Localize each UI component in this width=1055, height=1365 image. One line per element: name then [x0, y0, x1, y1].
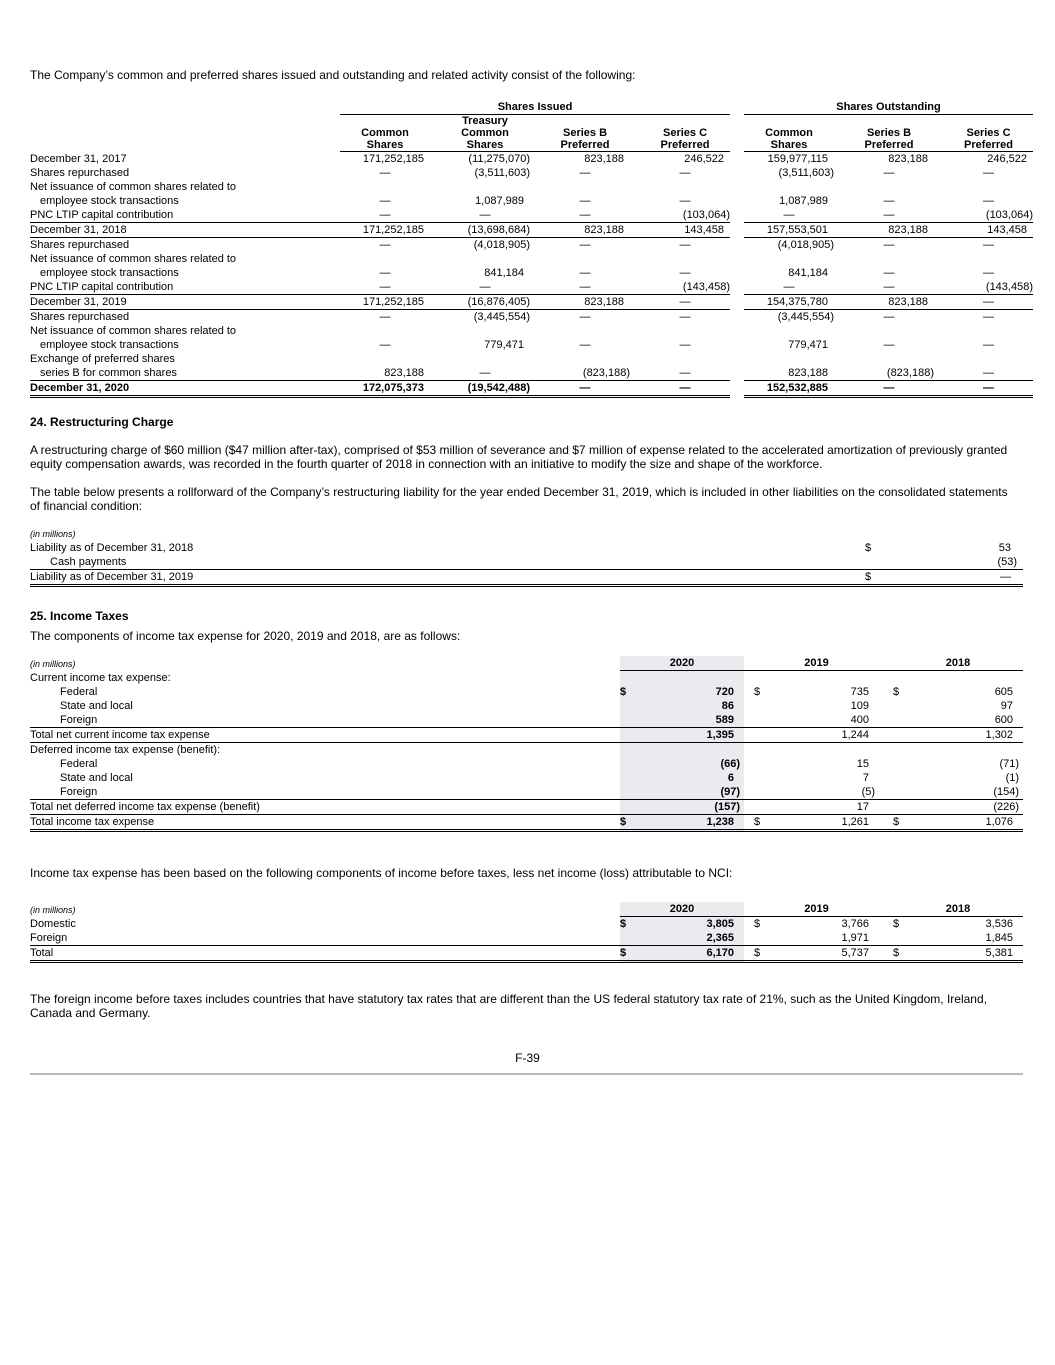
tax-value: 600	[913, 713, 1023, 728]
shares-row	[30, 310, 1033, 325]
tax-value: 1,845	[913, 931, 1023, 946]
tax-value: (5)	[774, 785, 879, 800]
restructuring-caption: (in millions)	[30, 529, 76, 539]
restructuring-paragraph-1: A restructuring charge of $60 million ($47 million after-tax), comprised of $53 million of severance and $7 million of expense related to the accelerated amortization of previously granted equity compensation awards, was recorded in the fourth quarter of 2018 in connection with an initiative to modify the size and shape of the workforce.	[30, 443, 1008, 471]
shares-value: —	[379, 167, 391, 179]
shares-value: 823,188	[540, 295, 630, 310]
shares-value: —	[640, 381, 730, 397]
tax-row: Total net deferred income tax expense (benefit) (157) 17 (226)	[30, 800, 1023, 815]
shares-value: —	[379, 311, 391, 323]
tax-row: State and local 86 109 97	[30, 699, 1023, 713]
table-caption: (in millions)	[30, 658, 76, 669]
shares-value: —	[479, 281, 491, 293]
shares-value: —	[783, 281, 795, 293]
section-header-row: Current income tax expense:	[30, 671, 1023, 686]
col-series-b-preferred: Series B Preferred	[540, 115, 630, 152]
shares-value: (103,064)	[985, 209, 1033, 221]
shares-row	[30, 366, 1033, 381]
shares-row	[30, 194, 1033, 208]
shares-value: —	[579, 339, 591, 351]
shares-value: —	[379, 209, 391, 221]
tax-value: 109	[850, 700, 870, 712]
shares-row-label: December 31, 2020	[30, 381, 340, 397]
shares-value: —	[679, 367, 691, 379]
shares-row-label-continued: Exchange of preferred shares	[30, 353, 175, 365]
year-header: 2018	[893, 656, 1023, 671]
shares-row-label-continued: Net issuance of common shares related to	[30, 253, 237, 265]
tax-value: 86	[632, 699, 744, 713]
shares-value: —	[579, 267, 591, 279]
restructuring-table	[30, 527, 1023, 587]
tax-row: Federal $ 720 $ 735 $ 605	[30, 685, 1023, 699]
shares-value: 779,471	[484, 339, 524, 351]
shares-value: —	[679, 267, 691, 279]
income-tax-expense-table	[30, 656, 1023, 832]
tax-value: (226)	[913, 800, 1023, 815]
page-number: F-39	[515, 1051, 540, 1065]
year-header: 2018	[893, 902, 1023, 917]
shares-value: —	[944, 381, 1033, 397]
tax-value	[913, 671, 1023, 686]
shares-column-header-row	[30, 115, 1033, 152]
shares-value: —	[379, 267, 391, 279]
income-taxes-heading: 25. Income Taxes	[30, 609, 129, 623]
shares-row-label-continued: Net issuance of common shares related to	[30, 181, 237, 193]
shares-row-label: December 31, 2018	[30, 223, 340, 238]
shares-value: 171,252,185	[340, 295, 430, 310]
shares-value: (3,511,603)	[778, 167, 834, 179]
shares-value: 171,252,185	[340, 223, 430, 238]
shares-value: 143,458	[640, 223, 730, 238]
shares-value: —	[983, 267, 994, 279]
tax-value: 735	[850, 686, 870, 698]
shares-value: —	[579, 209, 591, 221]
tax-row: Federal (66) 15 (71)	[30, 757, 1023, 771]
shares-value: —	[579, 167, 591, 179]
col-outstanding-series-c: Series C Preferred	[944, 115, 1033, 152]
tax-value: 720	[632, 685, 744, 699]
shares-row-label: December 31, 2017	[30, 153, 127, 165]
tax-value: 400	[774, 713, 879, 728]
tax-value: (1)	[1005, 772, 1020, 784]
shares-value: —	[379, 239, 391, 251]
shares-value: —	[379, 281, 391, 293]
shares-value: 159,977,115	[767, 153, 828, 165]
shares-value: —	[883, 339, 895, 351]
shares-row-label: PNC LTIP capital contribution	[30, 209, 174, 221]
shares-value: —	[479, 209, 491, 221]
tax-value: 3,805	[632, 917, 744, 932]
shares-value: 823,188	[844, 295, 934, 310]
shares-value: 154,375,780	[744, 295, 834, 310]
shares-issued-header: Shares Issued	[340, 100, 730, 115]
shares-row-label-continued: Net issuance of common shares related to	[30, 325, 237, 337]
shares-value: (823,188)	[582, 367, 630, 379]
shares-value: —	[983, 367, 994, 379]
shares-value: —	[579, 239, 591, 251]
tax-value: (71)	[999, 758, 1020, 770]
shares-value: 1,087,989	[779, 195, 828, 207]
shares-value: 143,458	[944, 223, 1033, 238]
tax-value	[913, 743, 1023, 758]
shares-value: —	[540, 381, 630, 397]
shares-value: —	[479, 367, 491, 379]
tax-value: (97)	[632, 785, 744, 800]
tax-value: 17	[774, 800, 879, 815]
tax-value: 5,381	[913, 946, 1023, 962]
shares-value: (16,876,405)	[440, 295, 530, 310]
tax-value	[774, 671, 879, 686]
income-before-taxes-table	[30, 902, 1023, 963]
shares-value: —	[883, 209, 895, 221]
tax-value: 3,536	[985, 918, 1014, 930]
tax-value: 5,737	[774, 946, 879, 962]
col-outstanding-common-shares: Common Shares	[744, 115, 834, 152]
shares-row	[30, 338, 1033, 352]
shares-row	[30, 152, 1033, 167]
shares-value: —	[679, 167, 691, 179]
shares-value: (11,275,070)	[468, 153, 530, 165]
year-header: 2020	[620, 656, 744, 671]
shares-value: —	[883, 281, 895, 293]
shares-value: 823,188	[788, 367, 828, 379]
shares-row-label: employee stock transactions	[40, 267, 179, 279]
income-taxes-paragraph-2: Income tax expense has been based on the following components of income before taxes, less net income (loss) attributable to NCI:	[30, 866, 733, 880]
shares-row	[30, 280, 1033, 295]
shares-value: 171,252,185	[362, 153, 424, 165]
tax-value: 589	[632, 713, 744, 728]
shares-value: (3,511,603)	[474, 167, 530, 179]
shares-row	[30, 295, 1033, 310]
shares-row	[30, 208, 1033, 223]
shares-value: (103,064)	[682, 209, 730, 221]
shares-value: 779,471	[788, 339, 828, 351]
tax-row: State and local 6 7 (1)	[30, 771, 1023, 785]
tax-row: Total $ 6,170 $ 5,737 $ 5,381	[30, 946, 1023, 962]
tax-row: Foreign (97) (5) (154)	[30, 785, 1023, 800]
tax-row: Domestic $ 3,805 $ 3,766 $ 3,536	[30, 917, 1023, 932]
shares-value: 152,532,885	[744, 381, 834, 397]
restructuring-row: Liability as of December 31, 2019 $ —	[30, 570, 1023, 586]
year-header-row	[30, 656, 1023, 671]
shares-row	[30, 166, 1033, 180]
restructuring-row: Cash payments (53)	[30, 555, 1023, 570]
shares-value: —	[679, 311, 691, 323]
tax-value: 6,170	[632, 946, 744, 962]
shares-row-label: PNC LTIP capital contribution	[30, 281, 174, 293]
tax-value	[774, 743, 879, 758]
shares-row-label: series B for common shares	[40, 367, 177, 379]
shares-value: 841,184	[484, 267, 524, 279]
shares-value: —	[579, 195, 591, 207]
footer-rule	[30, 1073, 1023, 1075]
tax-value: 6	[632, 771, 744, 785]
shares-value: (19,542,488)	[440, 381, 530, 397]
tax-row: Total net current income tax expense 1,395 1,244 1,302	[30, 728, 1023, 743]
restructuring-row: Liability as of December 31, 2018 $ 53	[30, 542, 1011, 554]
shares-row-label: Shares repurchased	[30, 239, 130, 251]
shares-value: —	[783, 209, 795, 221]
shares-value: 823,188	[540, 223, 630, 238]
tax-value: (66)	[632, 757, 744, 771]
year-header: 2020	[620, 902, 744, 917]
shares-value: —	[883, 239, 895, 251]
shares-value: —	[983, 195, 994, 207]
shares-value: —	[579, 281, 591, 293]
tax-value: 1,238	[632, 815, 744, 831]
shares-value: —	[640, 295, 730, 310]
shares-value: 246,522	[987, 153, 1027, 165]
shares-group-header-row	[30, 100, 1033, 115]
shares-value: —	[983, 311, 994, 323]
shares-value: —	[883, 195, 895, 207]
shares-row	[30, 238, 1033, 253]
shares-row	[30, 223, 1033, 238]
income-taxes-paragraph-3: The foreign income before taxes includes countries that have statutory tax rates that are different than the US federal statutory tax rate of 21%, such as the United Kingdom, Ireland, Canada and Germany.	[30, 992, 987, 1020]
tax-value: 97	[1000, 700, 1014, 712]
shares-value: —	[983, 167, 994, 179]
tax-value	[632, 743, 744, 758]
shares-value: —	[679, 195, 691, 207]
shares-value: (4,018,905)	[777, 239, 834, 251]
shares-value: —	[679, 339, 691, 351]
shares-value: —	[379, 195, 391, 207]
tax-value: 1,244	[774, 728, 879, 743]
shares-value: 823,188	[384, 367, 424, 379]
shares-value: 823,188	[888, 153, 928, 165]
income-taxes-paragraph-1: The components of income tax expense for 2020, 2019 and 2018, are as follows:	[30, 629, 461, 643]
shares-value: 823,188	[584, 153, 624, 165]
shares-value: —	[944, 295, 1033, 310]
table-caption: (in millions)	[30, 904, 76, 915]
tax-value	[632, 671, 744, 686]
shares-value: (823,188)	[886, 367, 934, 379]
tax-value: 1,971	[774, 931, 879, 946]
restructuring-paragraph-2: The table below presents a rollforward of the Company’s restructuring liability for the year ended December 31, 2019, which is included in other liabilities on the consolidated statements of financial condition:	[30, 485, 1008, 513]
tax-value: 15	[856, 758, 870, 770]
tax-value: 1,261	[774, 815, 879, 831]
shares-value: —	[679, 239, 691, 251]
shares-row	[30, 266, 1033, 280]
intro-text: The Company’s common and preferred shares issued and outstanding and related activity consist of the following:	[30, 68, 636, 82]
shares-value: —	[579, 311, 591, 323]
shares-row-label: Shares repurchased	[30, 311, 130, 323]
shares-value: (4,018,905)	[473, 239, 530, 251]
shares-value: —	[883, 267, 895, 279]
tax-value: (154)	[913, 785, 1023, 800]
shares-value: 172,075,373	[340, 381, 430, 397]
tax-value: 605	[994, 686, 1014, 698]
shares-value: (13,698,684)	[440, 223, 530, 238]
shares-row-label: employee stock transactions	[40, 195, 179, 207]
tax-value: 7	[862, 772, 870, 784]
tax-row: Foreign 589 400 600	[30, 713, 1023, 728]
col-series-c-preferred: Series C Preferred	[640, 115, 730, 152]
shares-value: 246,522	[684, 153, 724, 165]
shares-value: (143,458)	[985, 281, 1033, 293]
shares-value: —	[983, 339, 994, 351]
shares-value: —	[379, 339, 391, 351]
tax-value: 3,766	[841, 918, 870, 930]
tax-row: Total income tax expense $ 1,238 $ 1,261 $ 1,076	[30, 815, 1023, 831]
shares-row-label: December 31, 2019	[30, 295, 340, 310]
shares-table	[30, 100, 1033, 398]
shares-value: (3,445,554)	[473, 311, 530, 323]
shares-row	[30, 381, 1033, 397]
tax-value: (157)	[632, 800, 744, 815]
year-header: 2019	[754, 656, 879, 671]
shares-value: 157,553,501	[744, 223, 834, 238]
section-header-row: Deferred income tax expense (benefit):	[30, 743, 1023, 758]
shares-value: —	[844, 381, 934, 397]
shares-value: (3,445,554)	[777, 311, 834, 323]
year-header: 2019	[754, 902, 879, 917]
restructuring-heading: 24. Restructuring Charge	[30, 415, 174, 429]
col-treasury-common-shares: Treasury Common Shares	[440, 115, 530, 152]
shares-value: —	[883, 167, 895, 179]
shares-value: 823,188	[844, 223, 934, 238]
tax-value: 1,302	[913, 728, 1023, 743]
shares-outstanding-header: Shares Outstanding	[744, 100, 1033, 115]
year-header-row	[30, 902, 1023, 917]
shares-value: —	[883, 311, 895, 323]
shares-value: 1,087,989	[475, 195, 524, 207]
tax-value: 1,395	[632, 728, 744, 743]
col-outstanding-series-b: Series B Preferred	[844, 115, 934, 152]
col-common-shares: Common Shares	[340, 115, 430, 152]
tax-value: 1,076	[913, 815, 1023, 831]
tax-value: 2,365	[632, 931, 744, 946]
shares-row-label: employee stock transactions	[40, 339, 179, 351]
shares-value: —	[983, 239, 994, 251]
tax-row: Foreign 2,365 1,971 1,845	[30, 931, 1023, 946]
shares-value: (143,458)	[682, 281, 730, 293]
shares-value: 841,184	[788, 267, 828, 279]
shares-row-label: Shares repurchased	[30, 167, 130, 179]
